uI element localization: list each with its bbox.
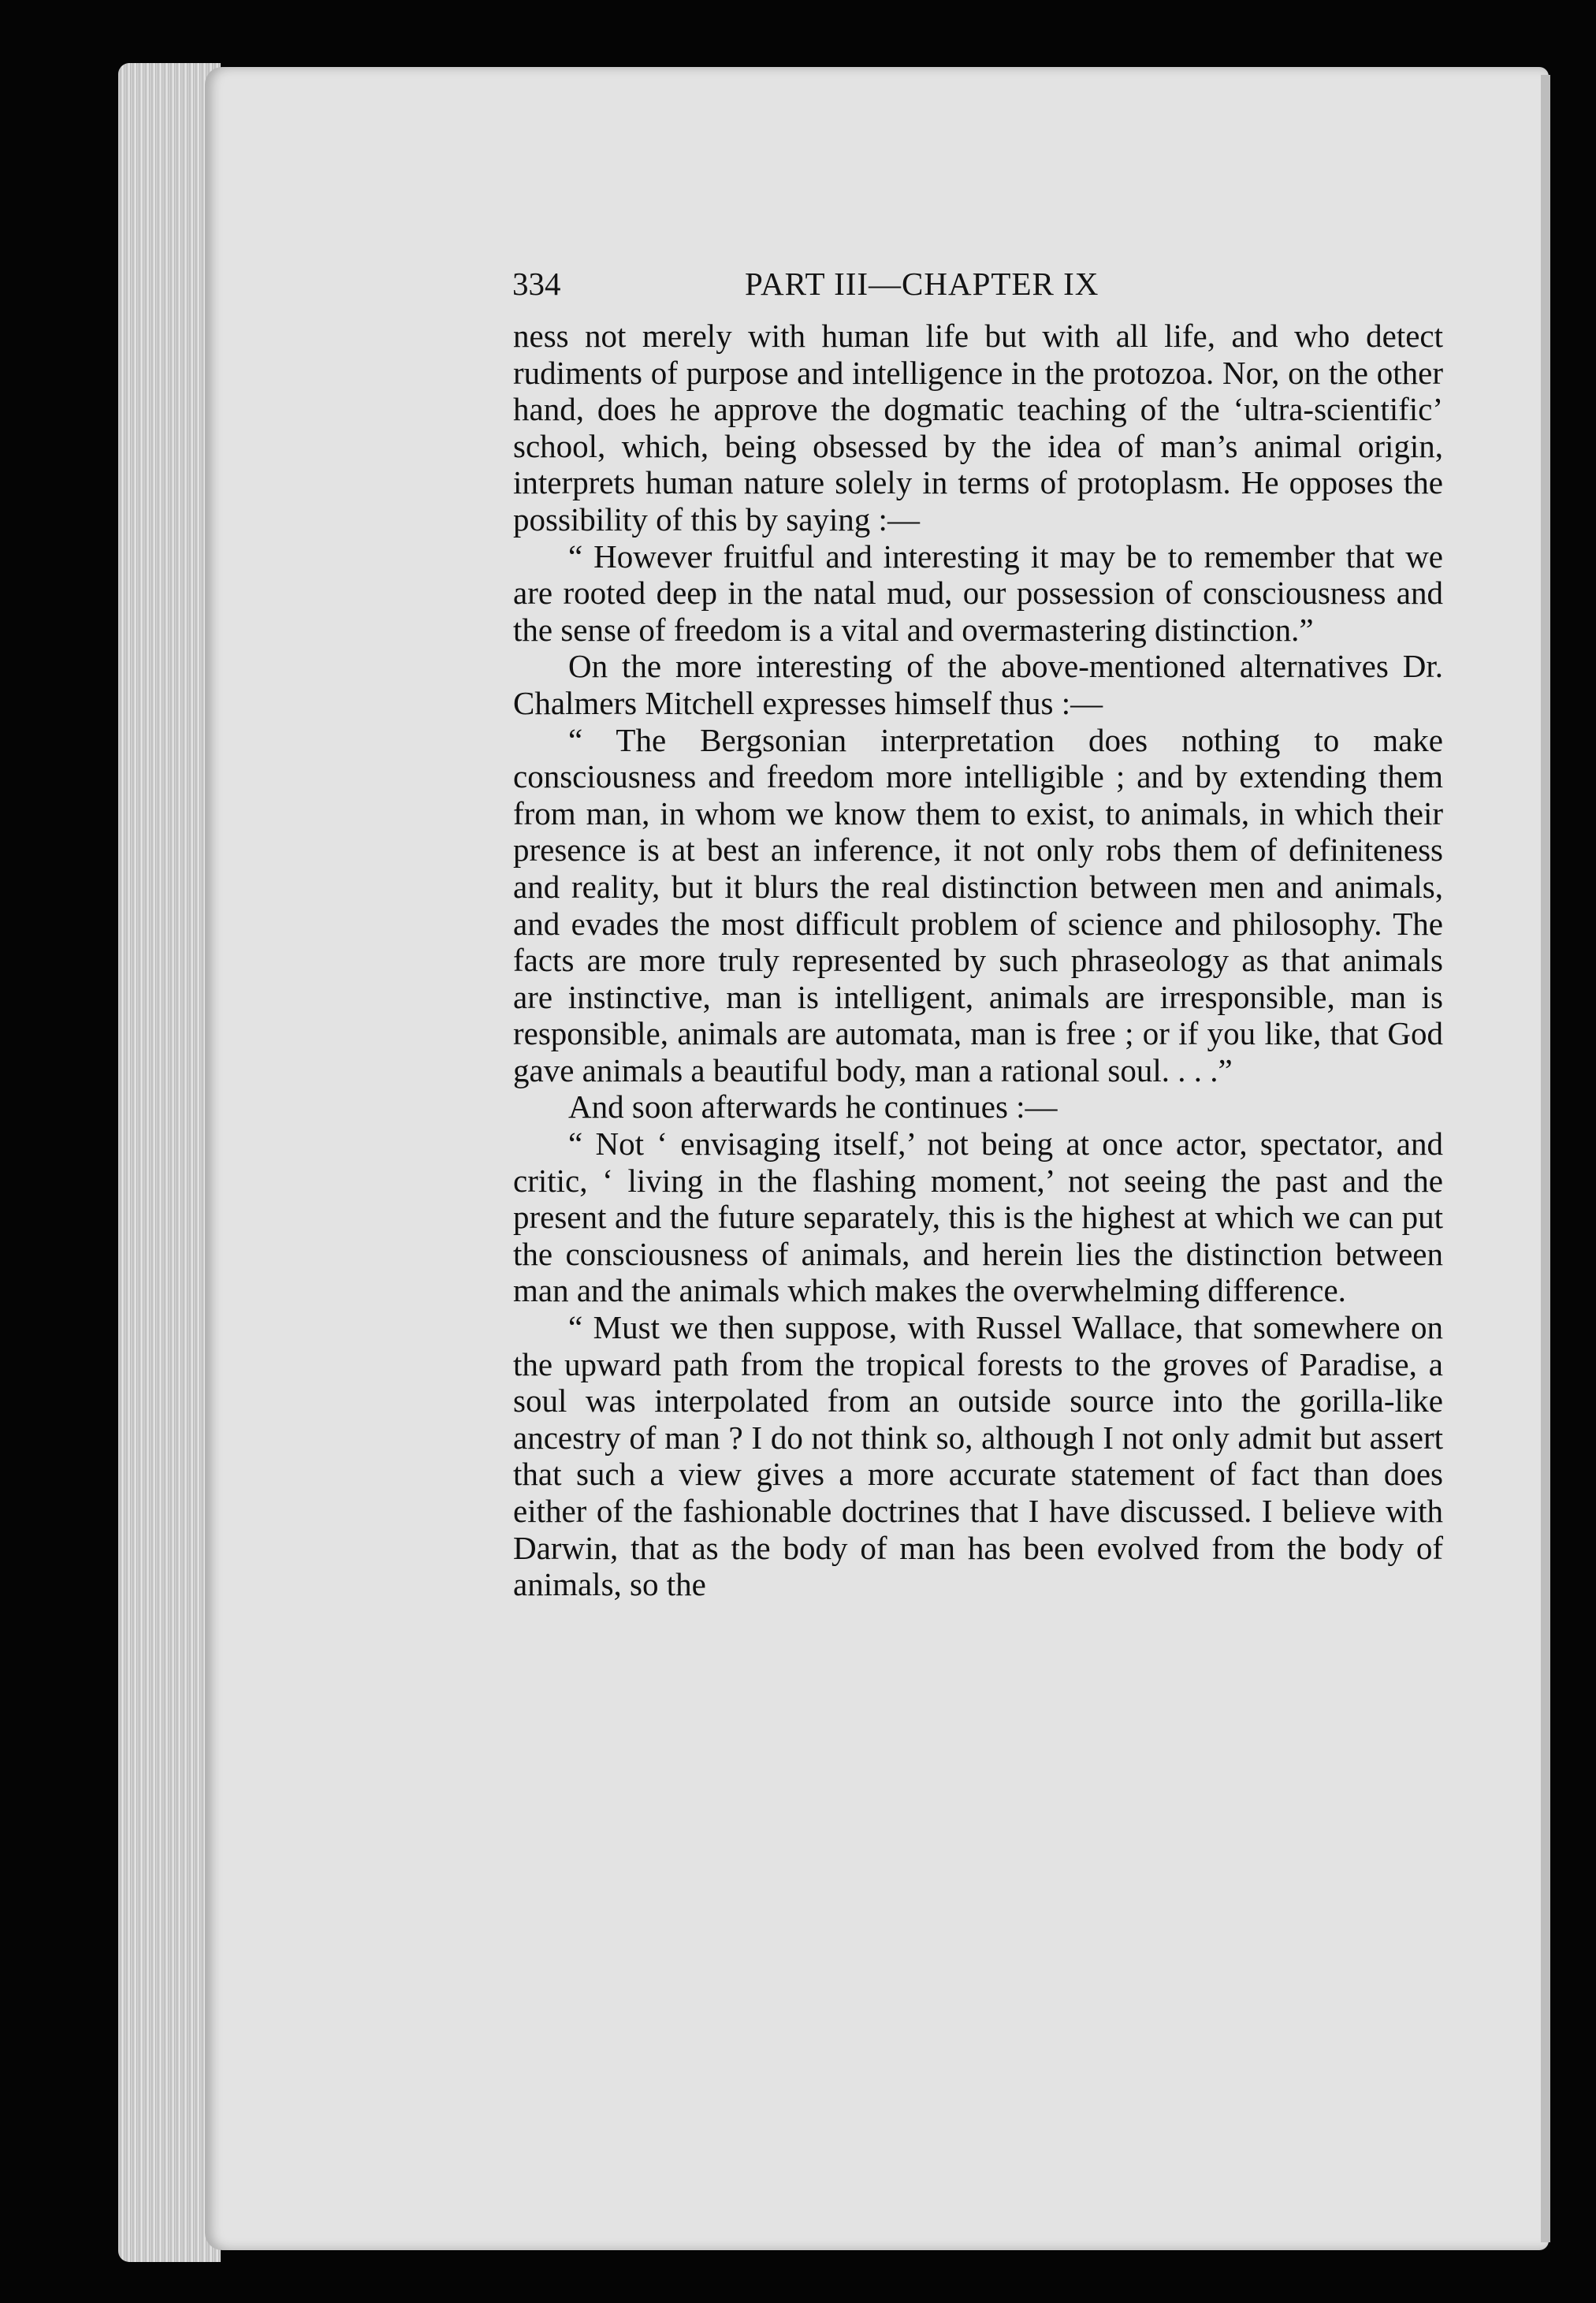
paragraph: “ However fruitful and interesting it may be to remember that we are rooted deep in the natal mud, our possession of consciousness and the sense of freedom is a vital and overmastering distinction.” (513, 538, 1443, 648)
page-number: 334 (512, 266, 561, 302)
running-head: PART III—CHAPTER IX (745, 266, 1099, 302)
page-right-edge (1541, 75, 1550, 2242)
paragraph: ness not merely with human life but with all life, and who detect rudiments of purpose and intelligence in the protozoa. Nor, on the other hand, does he approve the dogmatic teaching of the ‘ultra-scientific’ school, which, being obsessed by the idea of man’s animal origin, interprets human nature solely in terms of protoplasm. He opposes the possibility of this by saying :— (513, 318, 1443, 538)
paragraph: On the more interesting of the above-mentioned alternatives Dr. Chalmers Mitchell expresses himself thus :— (513, 648, 1443, 721)
body-text (513, 318, 1443, 1603)
paragraph: And soon afterwards he continues :— (568, 1088, 1058, 1125)
paragraph: “ The Bergsonian interpretation does nothing to make consciousness and freedom more intelligible ; and by extending them from man, in whom we know them to exist, to animals, in which their presence is at best an inference, it not only robs them of definiteness and reality, but it blurs the real distinction between men and animals, and evades the most difficult problem of science and philosophy. The facts are more truly represented by such phraseology as that animals are instinctive, man is intelligent, animals are irresponsible, man is responsible, animals are automata, man is free ; or if you like, that God gave animals a beautiful body, man a rational soul. . . .” (513, 721, 1443, 1088)
paragraph: “ Not ‘ envisaging itself,’ not being at once actor, spectator, and critic, ‘ living in the flashing moment,’ not seeing the past and the present and the future separately, this is the highest at which we can put the consciousness of animals, and herein lies the distinction between man and the animals which makes the overwhelming difference. (513, 1125, 1443, 1309)
page-header (512, 260, 1450, 307)
paragraph: “ Must we then suppose, with Russel Wallace, that somewhere on the upward path from the tropical forests to the groves of Paradise, a soul was interpolated from an outside source into the gorilla-like ancestry of man ? I do not think so, although I not only admit but assert that such a view gives a more accurate statement of fact than does either of the fashionable doctrines that I have discussed. I believe with Darwin, that as the body of man has been evolved from the body of animals, so the (513, 1309, 1443, 1603)
